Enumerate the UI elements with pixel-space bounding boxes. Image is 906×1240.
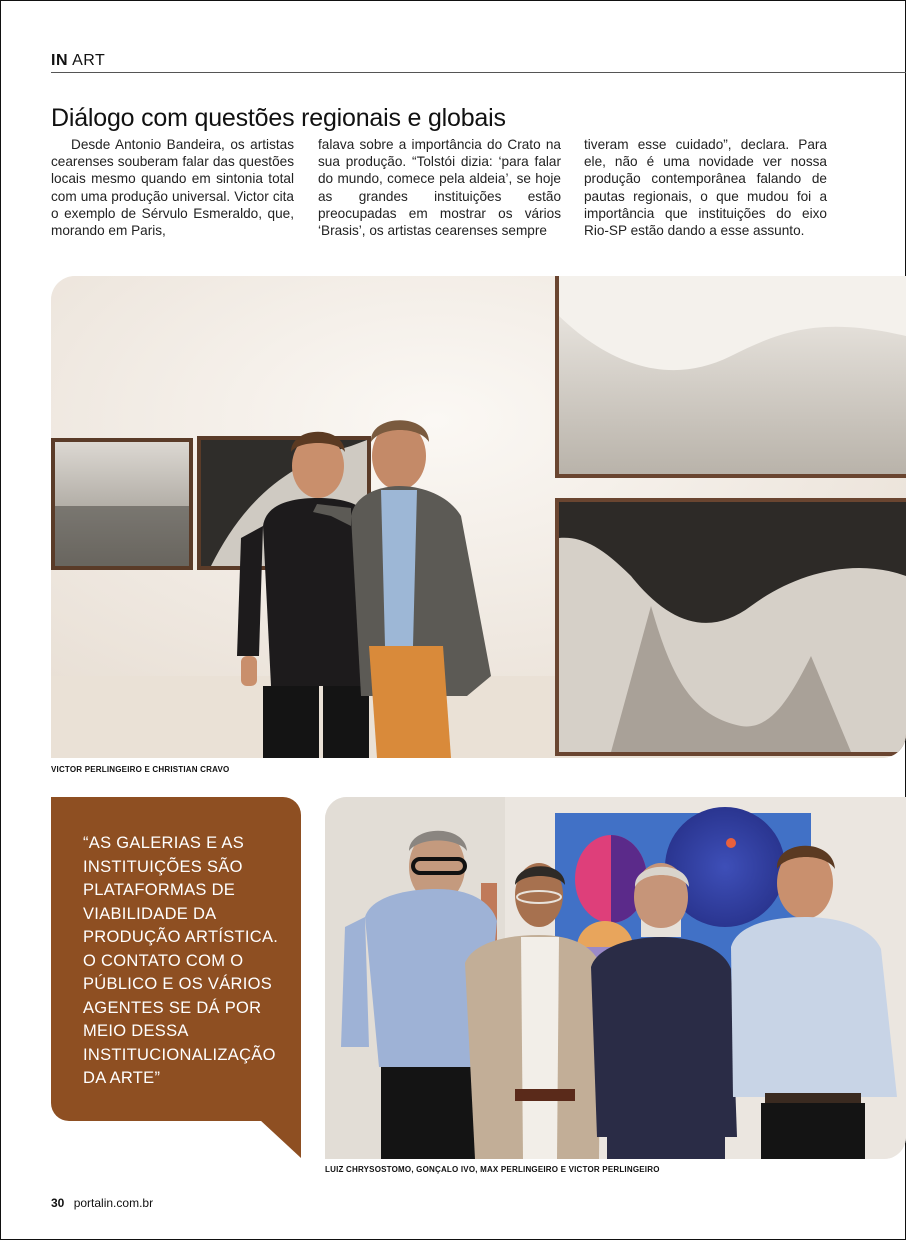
- gallery-photo-two-men-illustration: [51, 276, 906, 758]
- section-tag-art: ART: [72, 52, 106, 69]
- pull-quote-tail: [260, 1120, 301, 1158]
- section-tag-in: IN: [51, 52, 68, 69]
- page-number: 30: [51, 1196, 65, 1210]
- article-title: Diálogo com questões regionais e globais: [51, 104, 506, 132]
- photo-1-caption: VICTOR PERLINGEIRO E CHRISTIAN CRAVO: [51, 765, 230, 774]
- pull-quote-text: “AS GALERIAS E AS INSTITUIÇÕES SÃO PLATAFORMAS DE VIABILIDADE DA PRODUÇÃO ARTÍSTICA. O CONTATO COM O PÚBLICO E OS VÁRIOS AGENTES SE DÁ POR MEIO DESSA INSTITUCIONALIZAÇÃO DA ARTE”: [83, 834, 279, 1087]
- article-column-3: tiveram esse cuidado”, declara. Para ele, não é uma novidade ver nossa produção contemporânea falando de pautas regionais, o que mudou foi a importância que instituições do eixo Rio-SP estão dando a esse assunto.: [584, 137, 827, 239]
- article-column-2: falava sobre a importância do Crato na sua produção. “Tolstói dizia: ‘para falar do mundo, comece pela aldeia’, se hoje as grandes instituições estão preocupadas em mostrar os vários ‘Brasis’, os artistas cearenses sempre: [318, 137, 561, 239]
- gallery-photo-four-men-illustration: [325, 797, 906, 1159]
- gallery-photo-four-men: [325, 797, 906, 1159]
- footer-site: portalin.com.br: [73, 1196, 154, 1210]
- section-tag: [51, 52, 105, 70]
- page-footer: [51, 1196, 153, 1210]
- gallery-photo-two-men: [51, 276, 906, 758]
- header-rule: [51, 72, 906, 73]
- photo-2-caption: LUIZ CHRYSOSTOMO, GONÇALO IVO, MAX PERLINGEIRO E VICTOR PERLINGEIRO: [325, 1165, 660, 1174]
- article-column-1: Desde Antonio Bandeira, os artistas cearenses souberam falar das questões locais mesmo quando em sintonia total com uma produção universal. Victor cita o exemplo de Sérvulo Esmeraldo, que, morando em Paris,: [51, 137, 294, 239]
